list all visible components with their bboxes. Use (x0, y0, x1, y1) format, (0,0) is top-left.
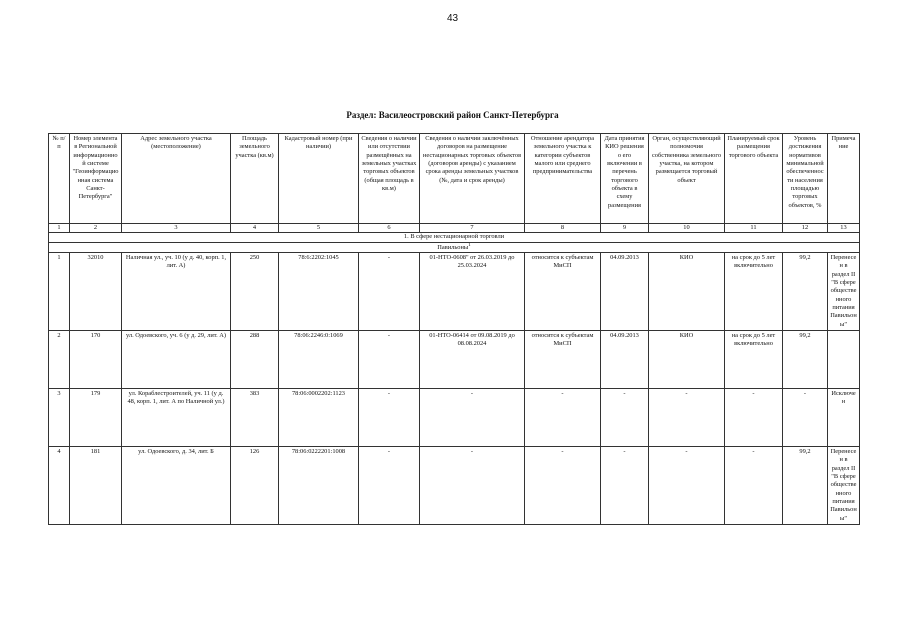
cell-address: Наличная ул., уч. 10 (у д. 40, корп. 1, лит. А) (122, 253, 231, 331)
cell-level: - (783, 389, 828, 447)
group-title: 1. В сфере нестационарной торговли (49, 233, 860, 242)
column-number: 2 (70, 224, 122, 233)
cell-contract: 01-НТО-0608" от 26.03.2019 до 25.03.2024 (420, 253, 525, 331)
cell-area: 288 (231, 331, 279, 389)
cell-term: - (725, 447, 783, 525)
column-number: 3 (122, 224, 231, 233)
column-number: 1 (49, 224, 70, 233)
cell-num: 1 (49, 253, 70, 331)
cell-note: Исключен (828, 389, 860, 447)
cell-level: 99,2 (783, 447, 828, 525)
cell-date: 04.09.2013 (601, 331, 649, 389)
cell-category: относится к субъектам МиСП (525, 331, 601, 389)
header-cell: Планируемый срок размещения торгового объекта (725, 134, 783, 224)
table-row (49, 389, 860, 447)
table-row (49, 331, 860, 389)
header-cell: Сведения о наличии заключённых договоров на размещение нестационарных торговых объектов (договоров аренды) с указанием срока аренды земельных участков (№, дата и срок аренды) (420, 134, 525, 224)
cell-category: - (525, 447, 601, 525)
cell-date: 04.09.2013 (601, 253, 649, 331)
cell-area: 250 (231, 253, 279, 331)
cell-date: - (601, 389, 649, 447)
cell-num: 3 (49, 389, 70, 447)
column-number: 8 (525, 224, 601, 233)
cell-element: 170 (70, 331, 122, 389)
column-number: 12 (783, 224, 828, 233)
cell-term: на срок до 5 лет включительно (725, 253, 783, 331)
cell-area: 126 (231, 447, 279, 525)
subgroup-row (49, 242, 860, 252)
cell-element: 32010 (70, 253, 122, 331)
cell-authority: - (649, 447, 725, 525)
column-number: 6 (359, 224, 420, 233)
cell-address: ул. Одоевского, д. 34, лит. Б (122, 447, 231, 525)
cell-contract: - (420, 389, 525, 447)
registry-table (48, 133, 860, 525)
cell-note (828, 331, 860, 389)
cell-note: Перенесен в раздел II "В сфере общественного питания Павильоны" (828, 447, 860, 525)
cell-category: относится к субъектам МиСП (525, 253, 601, 331)
cell-category: - (525, 389, 601, 447)
column-number: 11 (725, 224, 783, 233)
cell-contract: 01-НТО-06414 от 09.08.2019 до 08.08.2024 (420, 331, 525, 389)
header-cell: Площадь земельного участка (кв.м) (231, 134, 279, 224)
group-row (49, 233, 860, 242)
cell-note: Перенесен в раздел II "В сфере общественного питания Павильоны" (828, 253, 860, 331)
column-number: 7 (420, 224, 525, 233)
cell-presence: - (359, 389, 420, 447)
cell-element: 181 (70, 447, 122, 525)
footnote-marker: 1 (468, 242, 471, 248)
column-number: 9 (601, 224, 649, 233)
cell-authority: КИО (649, 253, 725, 331)
cell-level: 99,2 (783, 253, 828, 331)
header-cell: Дата принятия КИО решения о его включении в перечень торгового объекта в схему размещения (601, 134, 649, 224)
cell-cadastral: 78:06:0222201:1008 (279, 447, 359, 525)
cell-authority: КИО (649, 331, 725, 389)
cell-address: ул. Кораблестроителей, уч. 11 (у д. 48, корп. 1, лит. А по Наличной ул.) (122, 389, 231, 447)
cell-authority: - (649, 389, 725, 447)
cell-cadastral: 78:06:0002202:1123 (279, 389, 359, 447)
header-cell: Отношение арендатора земельного участка к категории субъектов малого или среднего предпринимательства (525, 134, 601, 224)
cell-address: ул. Одоевского, уч. 6 (у д. 29, лит. А) (122, 331, 231, 389)
cell-presence: - (359, 253, 420, 331)
cell-term: на срок до 5 лет включительно (725, 331, 783, 389)
header-row (49, 134, 860, 224)
column-number-row (49, 224, 860, 233)
subgroup-label: Павильоны (437, 243, 469, 251)
cell-term: - (725, 389, 783, 447)
cell-presence: - (359, 447, 420, 525)
cell-element: 179 (70, 389, 122, 447)
header-cell: Примечание (828, 134, 860, 224)
cell-level: 99,2 (783, 331, 828, 389)
header-cell: Кадастровый номер (при наличии) (279, 134, 359, 224)
column-number: 5 (279, 224, 359, 233)
cell-presence: - (359, 331, 420, 389)
column-number: 13 (828, 224, 860, 233)
subgroup-title (49, 242, 860, 252)
page-number: 43 (446, 13, 459, 24)
header-cell: Номер элемента в Региональной информационной системе "Геоинформационная система Санкт-Петербурга" (70, 134, 122, 224)
column-number: 4 (231, 224, 279, 233)
header-cell: Орган, осуществляющий полномочия собственника земельного участка, на котором размещается торговый объект (649, 134, 725, 224)
table-row (49, 447, 860, 525)
section-title: Раздел: Василеостровский район Санкт-Петербурга (346, 110, 559, 120)
cell-date: - (601, 447, 649, 525)
header-cell: № п/п (49, 134, 70, 224)
cell-cadastral: 78:6:2202:1045 (279, 253, 359, 331)
cell-cadastral: 78:06:2246:0:1069 (279, 331, 359, 389)
table-row (49, 253, 860, 331)
cell-num: 2 (49, 331, 70, 389)
header-cell: Сведения о наличии или отсутствии размещённых на земельных участках торговых объектов (общая площадь в кв.м) (359, 134, 420, 224)
cell-num: 4 (49, 447, 70, 525)
column-number: 10 (649, 224, 725, 233)
header-cell: Уровень достижения нормативов минимальной обеспеченности населения площадью торговых объектов, % (783, 134, 828, 224)
cell-area: 383 (231, 389, 279, 447)
header-cell: Адрес земельного участка (местоположение) (122, 134, 231, 224)
cell-contract: - (420, 447, 525, 525)
